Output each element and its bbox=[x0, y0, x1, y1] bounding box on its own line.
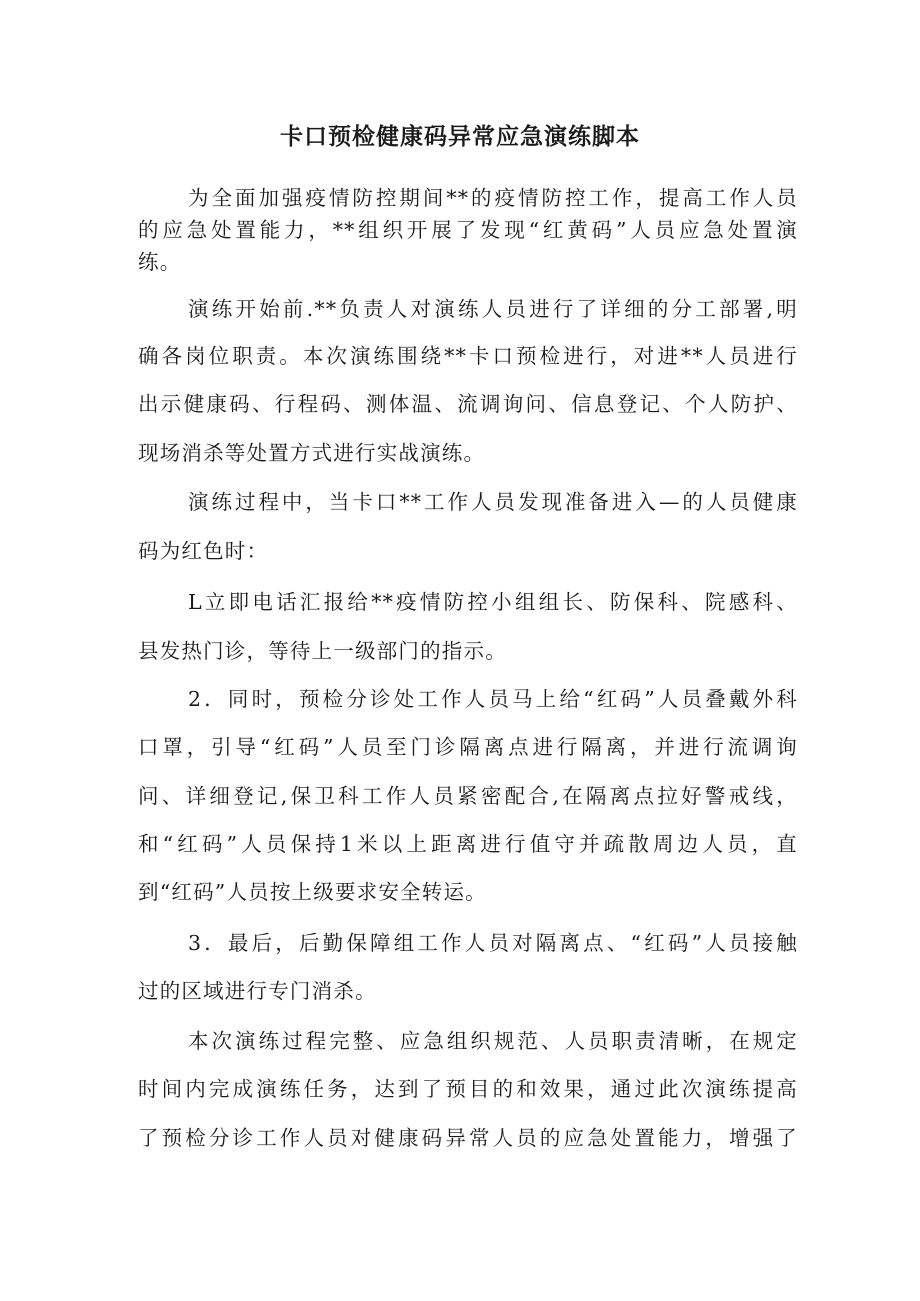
paragraph-line: 码为红色时： bbox=[138, 539, 269, 563]
paragraph-line: 本次演练过程完整、应急组织规范、人员职责清晰，在规定 bbox=[188, 1029, 798, 1053]
list-item-line: 县发热门诊，等待上一级部门的指示。 bbox=[138, 639, 507, 663]
paragraph-line: 了预检分诊工作人员对健康码异常人员的应急处置能力，增强了 bbox=[138, 1126, 798, 1150]
paragraph-line: 确各岗位职责。本次演练围绕**卡口预检进行，对进**人员进行 bbox=[138, 344, 798, 368]
paragraph-line: 为全面加强疫情防控期间**的疫情防控工作，提高工作人员 bbox=[188, 186, 798, 210]
document-title: 卡口预检健康码异常应急演练脚本 bbox=[280, 124, 640, 150]
list-item-line: 过的区域进行专门消杀。 bbox=[138, 979, 377, 1003]
paragraph-line: 的应急处置能力，**组织开展了发现“红黄码”人员应急处置演 bbox=[138, 218, 798, 242]
paragraph-line: 练。 bbox=[138, 250, 182, 274]
list-item-line: 3．最后，后勤保障组工作人员对隔离点、“红码”人员接触 bbox=[188, 931, 798, 955]
list-item-line: 到“红码”人员按上级要求安全转运。 bbox=[138, 880, 487, 904]
paragraph-line: 演练开始前.**负责人对演练人员进行了详细的分工部署,明 bbox=[188, 297, 798, 321]
list-item-line: 口罩，引导“红码”人员至门诊隔离点进行隔离，并进行流调询 bbox=[138, 735, 798, 759]
paragraph-line: 现场消杀等处置方式进行实战演练。 bbox=[138, 441, 486, 465]
list-item-line: 2．同时，预检分诊处工作人员马上给“红码”人员叠戴外科 bbox=[188, 687, 798, 711]
paragraph-line: 时间内完成演练任务，达到了预目的和效果，通过此次演练提高 bbox=[138, 1077, 798, 1101]
list-item-line: L立即电话汇报给**疫情防控小组组长、防保科、院感科、 bbox=[188, 590, 798, 614]
list-item-line: 和“红码”人员保持1米以上距离进行值守并疏散周边人员，直 bbox=[138, 832, 798, 856]
list-item-line: 问、详细登记,保卫科工作人员紧密配合,在隔离点拉好警戒线， bbox=[138, 784, 798, 808]
paragraph-line: 演练过程中，当卡口**工作人员发现准备进入—的人员健康 bbox=[188, 490, 798, 514]
paragraph-line: 出示健康码、行程码、测体温、流调询问、信息登记、个人防护、 bbox=[138, 392, 798, 416]
